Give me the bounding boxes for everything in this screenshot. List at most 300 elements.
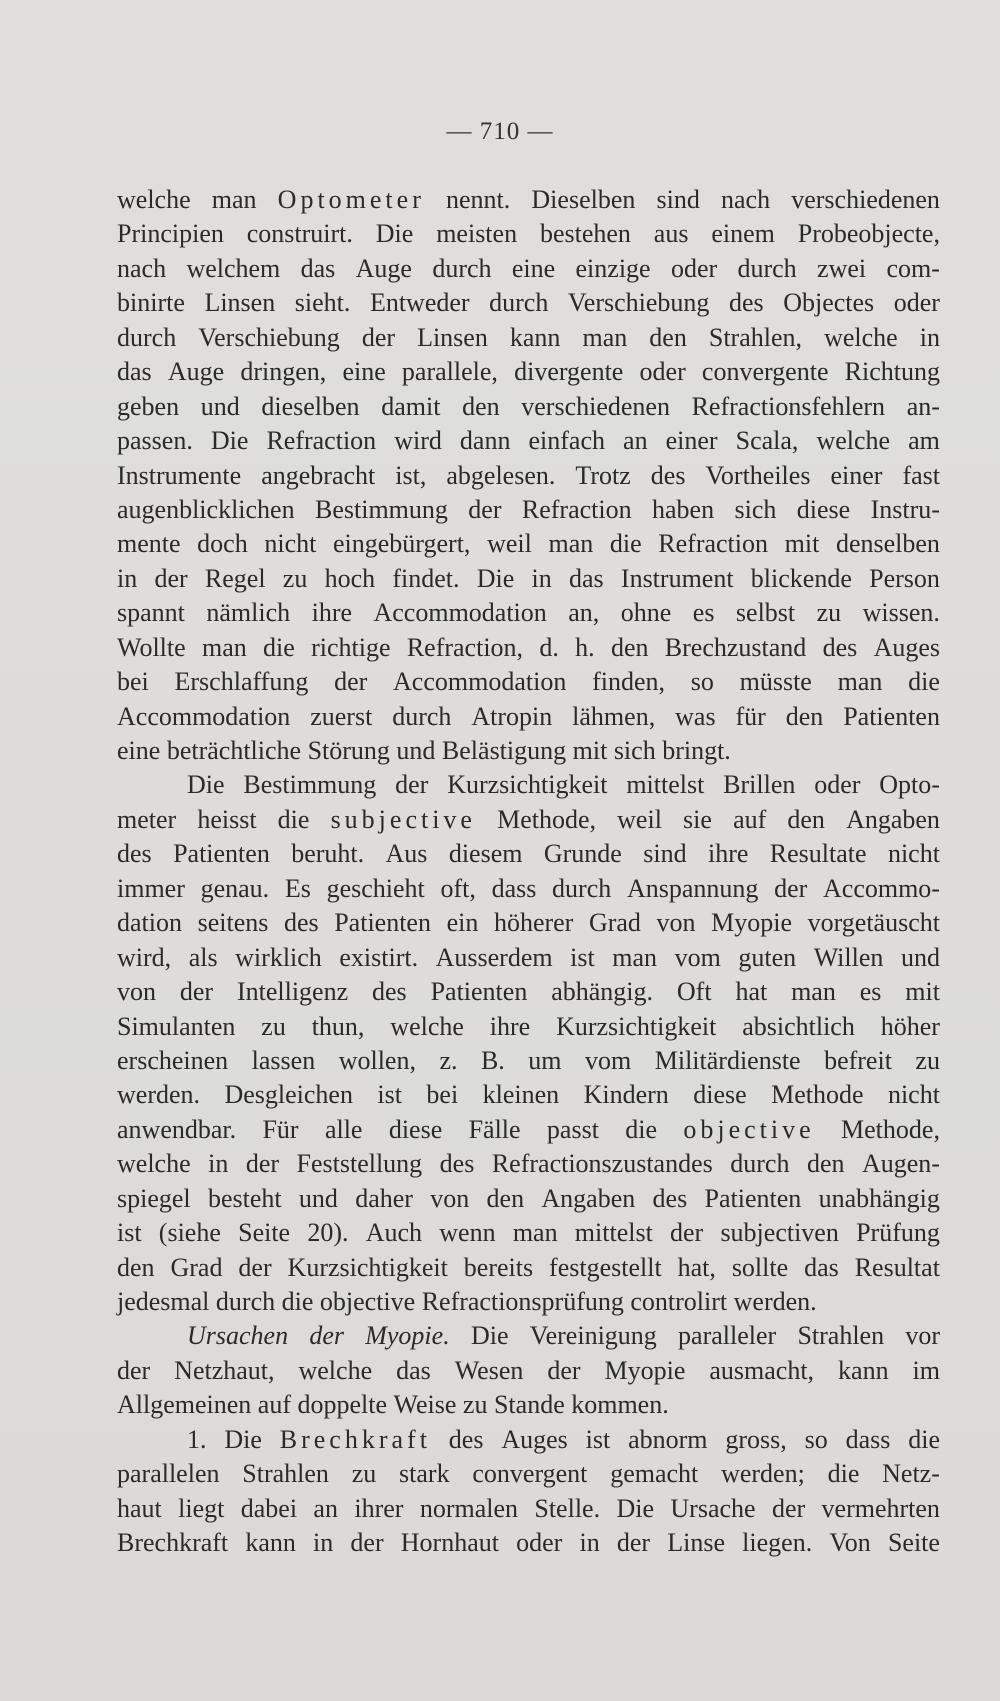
word: nennt. — [446, 185, 511, 214]
word: unabhängig — [818, 1183, 940, 1213]
word: des — [650, 460, 686, 490]
word: kann — [509, 322, 561, 352]
text-line — [117, 768, 940, 802]
word: von — [656, 908, 696, 938]
word: durch — [489, 288, 549, 318]
text-line — [117, 1457, 940, 1491]
word: des — [117, 839, 152, 869]
word: wenn — [439, 1218, 496, 1248]
word: Kurzsichtigkeit — [287, 1252, 448, 1282]
word: Dieselben — [531, 185, 636, 214]
text-line — [117, 1251, 940, 1285]
word: hat — [735, 977, 768, 1007]
word: oft, — [440, 873, 476, 903]
word: Willen — [813, 942, 884, 972]
word: und — [200, 391, 240, 421]
word: thun, — [311, 1011, 365, 1041]
word: Patienten — [334, 908, 431, 938]
word: durch — [432, 253, 492, 283]
word: den — [785, 701, 824, 731]
text-line — [117, 1526, 940, 1560]
word: sich — [613, 736, 656, 765]
word: von — [430, 1183, 470, 1213]
word: divergente — [514, 357, 624, 387]
word: Kurzsichtigkeit — [447, 770, 608, 800]
text-line — [117, 1492, 940, 1526]
word: blickende — [750, 563, 852, 593]
word: Atropin — [471, 701, 553, 731]
word: selbst — [735, 598, 796, 628]
text-line — [117, 596, 940, 630]
word: den — [787, 804, 825, 834]
word: das — [300, 253, 336, 283]
text-line — [117, 1423, 940, 1457]
word: Refractionsprüfung — [421, 1287, 624, 1316]
word: objective — [683, 1114, 815, 1144]
text-line — [117, 700, 940, 734]
word: zu — [351, 1459, 377, 1489]
word: vom — [585, 1045, 632, 1075]
word: Es — [284, 873, 311, 903]
word: Resultate — [769, 839, 867, 869]
word: des — [822, 632, 858, 662]
word: Desgleichen — [224, 1080, 353, 1110]
word: gemacht — [610, 1459, 699, 1489]
word: B. — [480, 1045, 505, 1075]
text-line — [117, 941, 940, 975]
word: welche — [824, 322, 898, 352]
word: der — [334, 667, 368, 697]
word: zu — [816, 598, 842, 628]
word: verschiedenen — [791, 185, 940, 214]
word: Richtung — [844, 357, 940, 387]
word: Brechzustand — [664, 632, 807, 662]
word: am — [908, 426, 940, 456]
word: Trotz — [575, 460, 631, 490]
word: erscheinen — [117, 1045, 229, 1075]
word: bestehen — [539, 219, 631, 249]
word: sind — [656, 185, 700, 214]
word: man — [512, 1218, 558, 1248]
word: Feststellung — [296, 1149, 423, 1179]
word: construirt. — [246, 219, 353, 249]
word: Auges — [873, 632, 940, 662]
word: des — [448, 1424, 484, 1454]
word: dass — [845, 1424, 891, 1454]
word: dann — [459, 426, 511, 456]
word: nach — [117, 253, 167, 283]
text-line — [117, 872, 940, 906]
word: und — [900, 942, 940, 972]
word: Strahlen, — [708, 322, 803, 352]
word: des — [728, 288, 764, 318]
word: fast — [902, 460, 940, 490]
word: der — [361, 322, 396, 352]
word: Refraction — [266, 426, 377, 456]
word: der — [309, 1321, 344, 1351]
word: beträchtliche — [166, 736, 302, 765]
word: Für — [262, 1114, 299, 1144]
word: existirt. — [339, 942, 419, 972]
word: h. — [575, 632, 595, 662]
word: Stande — [493, 1390, 565, 1420]
word: dation — [117, 908, 182, 938]
word: man — [791, 977, 836, 1007]
word: Verschiebung — [198, 322, 340, 352]
word: Linsen — [417, 322, 488, 352]
word: es — [692, 598, 715, 628]
word: Von — [829, 1528, 871, 1558]
word: 20). — [307, 1218, 349, 1248]
text-line — [117, 1388, 940, 1422]
word: richtige — [311, 632, 391, 662]
word: spannt — [117, 598, 185, 628]
word: Optometer — [277, 185, 425, 214]
word: Ursache — [670, 1493, 756, 1523]
word: wissen. — [862, 598, 940, 628]
word: stark — [399, 1459, 450, 1489]
word: weil — [617, 804, 662, 834]
word: angebracht — [261, 460, 376, 490]
word: Kurzsichtigkeit — [556, 1011, 717, 1041]
word: Die — [470, 1321, 509, 1351]
word: mit — [784, 529, 820, 559]
word: mittelst — [574, 1218, 653, 1248]
word: durch — [392, 701, 452, 731]
word: an- — [906, 391, 940, 421]
word: ihrer — [354, 1493, 404, 1523]
word: zu — [462, 1390, 488, 1420]
word: Linsen — [204, 288, 276, 318]
word: bei — [117, 667, 149, 697]
word: wird, — [117, 942, 172, 972]
word: ihre — [489, 1011, 531, 1041]
word: der — [117, 1355, 151, 1385]
word: Accommodation — [393, 667, 567, 697]
word: es — [859, 977, 882, 1007]
word: zwei — [817, 253, 867, 283]
word: Auge — [355, 253, 412, 283]
word: welche — [117, 1149, 191, 1179]
word: der — [350, 1528, 384, 1558]
word: der — [547, 1355, 581, 1385]
word: immer — [117, 873, 185, 903]
word: festgestellt — [549, 1252, 662, 1282]
word: die — [827, 1459, 860, 1489]
word: so — [690, 667, 714, 697]
word: des — [652, 1183, 688, 1213]
text-line — [117, 424, 940, 458]
word: haut — [117, 1493, 162, 1523]
word: convergente — [701, 357, 829, 387]
word: einfach — [528, 426, 605, 456]
word: Wesen — [454, 1355, 524, 1385]
word: Die — [210, 426, 249, 456]
word: höherer — [493, 908, 574, 938]
word: dabei — [240, 1493, 298, 1523]
word: nicht — [887, 839, 940, 869]
word: einer — [665, 426, 718, 456]
word: Grad — [170, 1252, 223, 1282]
word: mente — [117, 529, 181, 559]
word: oder — [670, 253, 718, 283]
word: dass — [491, 873, 537, 903]
text-line — [117, 321, 940, 355]
word: wirklich — [235, 942, 322, 972]
word: verschiedenen — [521, 391, 670, 421]
word: haben — [652, 494, 715, 524]
word: Objectes — [783, 288, 875, 318]
word: Patienten — [843, 701, 940, 731]
text-line — [117, 1113, 940, 1147]
word: augenblicklichen — [117, 494, 295, 524]
word: Person — [869, 563, 940, 593]
word: ausmacht, — [709, 1355, 815, 1385]
body-text — [117, 183, 940, 1561]
word: Verschiebung — [567, 288, 710, 318]
word: spiegel — [117, 1183, 191, 1213]
word: den — [649, 322, 687, 352]
word: zu — [282, 563, 308, 593]
word: Principien — [117, 219, 224, 249]
word: des — [439, 1149, 475, 1179]
word: durch — [730, 1149, 790, 1179]
word: binirte — [117, 288, 185, 318]
word: Methode, — [841, 1114, 940, 1144]
word: Brechkraft — [279, 1424, 431, 1454]
page-number: — 710 — — [446, 118, 554, 145]
word: einem — [711, 219, 775, 249]
word: der — [154, 563, 188, 593]
word: objective — [319, 1287, 416, 1316]
word: den — [117, 1252, 155, 1282]
word: lassen — [251, 1045, 316, 1075]
word: besteht — [207, 1183, 282, 1213]
word: oder — [639, 357, 686, 387]
word: Scala, — [735, 426, 799, 456]
word: heisst — [197, 804, 257, 834]
word: Die — [375, 219, 414, 249]
word: Instru- — [870, 494, 940, 524]
word: Accommodation — [117, 701, 291, 731]
word: Instrument — [620, 563, 734, 593]
word: abnorm — [628, 1424, 708, 1454]
text-line — [117, 1285, 940, 1319]
word: bei — [426, 1080, 459, 1110]
word: im — [912, 1355, 940, 1385]
text-line — [117, 1010, 940, 1044]
word: Augen- — [861, 1149, 940, 1179]
word: Angaben — [846, 804, 940, 834]
word: mit — [572, 736, 608, 765]
word: den — [806, 1149, 845, 1179]
word: welche — [298, 1355, 373, 1385]
word: geschieht — [326, 873, 425, 903]
word: doch — [197, 529, 248, 559]
word: Die — [476, 563, 515, 593]
word: in — [117, 563, 138, 593]
word: alle — [324, 1114, 363, 1144]
word: sieht. — [294, 288, 351, 318]
word: diese — [796, 494, 851, 524]
word: Stelle. — [534, 1493, 601, 1523]
word: und — [298, 1183, 338, 1213]
word: höher — [880, 1011, 940, 1041]
word: convergent — [472, 1459, 588, 1489]
word: meter — [117, 804, 177, 834]
text-line — [117, 390, 940, 424]
word: die — [281, 1287, 314, 1316]
word: Störung — [307, 736, 390, 765]
text-line — [117, 1044, 940, 1078]
word: nicht — [264, 529, 317, 559]
word: zuerst — [310, 701, 373, 731]
word: daher — [355, 1183, 413, 1213]
text-line — [117, 1216, 940, 1250]
word: die — [277, 804, 310, 834]
word: diesem — [448, 839, 523, 869]
word: die — [625, 1114, 658, 1144]
word: abhängig. — [551, 977, 654, 1007]
word: kommen. — [571, 1390, 669, 1420]
word: Die — [187, 770, 225, 800]
word: passt — [546, 1114, 599, 1144]
word: wollen, — [338, 1045, 416, 1075]
text-line — [117, 217, 940, 251]
text-line — [117, 527, 940, 561]
word: durch — [117, 322, 177, 352]
word: in — [313, 1528, 334, 1558]
word: ist — [570, 942, 595, 972]
word: durch — [552, 873, 612, 903]
word: Linse — [667, 1528, 726, 1558]
word: um — [528, 1045, 562, 1075]
word: Netzhaut, — [174, 1355, 275, 1385]
text-line — [117, 631, 940, 665]
word: sich — [734, 494, 777, 524]
word: hoch — [324, 563, 376, 593]
word: Vortheiles — [705, 460, 811, 490]
word: Militärdienste — [654, 1045, 801, 1075]
word: Myopie — [711, 908, 792, 938]
word: werden. — [117, 1080, 201, 1110]
word: so — [804, 1424, 828, 1454]
word: als — [188, 942, 218, 972]
text-line — [117, 906, 940, 940]
word: Methode, — [497, 804, 597, 834]
word: man — [548, 529, 594, 559]
word: eine — [342, 357, 386, 387]
word: der — [771, 1493, 806, 1523]
word: Patienten — [430, 977, 528, 1007]
word: ist, — [395, 460, 427, 490]
word: Patienten — [704, 1183, 802, 1213]
word: Resultat — [854, 1252, 940, 1282]
word: Brechkraft — [117, 1528, 229, 1558]
word: des — [283, 908, 319, 938]
word: Instrumente — [117, 460, 242, 490]
word: Hornhaut — [400, 1528, 499, 1558]
word: ihre — [707, 839, 749, 869]
word: sie — [683, 804, 712, 834]
word: in — [919, 322, 940, 352]
text-line — [117, 803, 940, 837]
word: der — [179, 977, 214, 1007]
word: Myopie — [604, 1355, 686, 1385]
word: Methode — [771, 1080, 864, 1110]
word: subjective — [330, 804, 476, 834]
word: lähmen, — [572, 701, 656, 731]
word: eine — [511, 253, 556, 283]
word: der — [616, 1528, 651, 1558]
word: Prüfung — [856, 1218, 940, 1248]
word: sollte — [731, 1252, 789, 1282]
text-line — [117, 1182, 940, 1216]
word: durch — [737, 253, 797, 283]
word: Auch — [365, 1218, 423, 1248]
word: das — [117, 357, 152, 387]
word: dringen, — [240, 357, 327, 387]
word: den — [462, 391, 500, 421]
word: seitens — [197, 908, 269, 938]
word: Refraction, — [406, 632, 524, 662]
word: wird — [394, 426, 442, 456]
word: man — [201, 632, 247, 662]
word: Ursachen — [187, 1321, 289, 1351]
word: oder — [814, 770, 861, 800]
word: paralleler — [678, 1321, 777, 1351]
word: com- — [886, 253, 940, 283]
word: an — [623, 426, 648, 456]
text-line — [117, 1319, 940, 1353]
word: man — [582, 322, 628, 352]
word: in — [579, 1528, 600, 1558]
word: in — [531, 563, 552, 593]
word: auf — [733, 804, 767, 834]
word: die — [908, 667, 940, 697]
word: nämlich — [206, 598, 291, 628]
word: eine — [117, 736, 161, 765]
word: die — [908, 1424, 940, 1454]
word: diese — [693, 1080, 747, 1110]
word: bereits — [463, 1252, 534, 1282]
word: Bestimmung — [243, 770, 377, 800]
word: Brillen — [723, 770, 796, 800]
word: damit — [381, 391, 441, 421]
word: Accommodation — [373, 598, 547, 628]
word: aus — [653, 219, 689, 249]
word: ist — [585, 1424, 611, 1454]
word: Patienten — [173, 839, 270, 869]
word: Oft — [676, 977, 712, 1007]
word: Accommo- — [823, 873, 940, 903]
word: dieselben — [261, 391, 360, 421]
text-line — [117, 493, 940, 527]
word: welchem — [186, 253, 281, 283]
word: Refraction — [521, 494, 632, 524]
word: Refractionsfehlern — [691, 391, 886, 421]
word: Kindern — [583, 1080, 669, 1110]
text-line — [117, 183, 940, 217]
word: Myopie. — [365, 1321, 450, 1351]
word: (siehe — [158, 1218, 221, 1248]
word: ist — [117, 1218, 142, 1248]
word: Die — [224, 1424, 262, 1454]
word: an — [313, 1493, 338, 1523]
word: guten — [738, 942, 797, 972]
word: werden. — [733, 1287, 817, 1316]
word: geben — [117, 391, 180, 421]
